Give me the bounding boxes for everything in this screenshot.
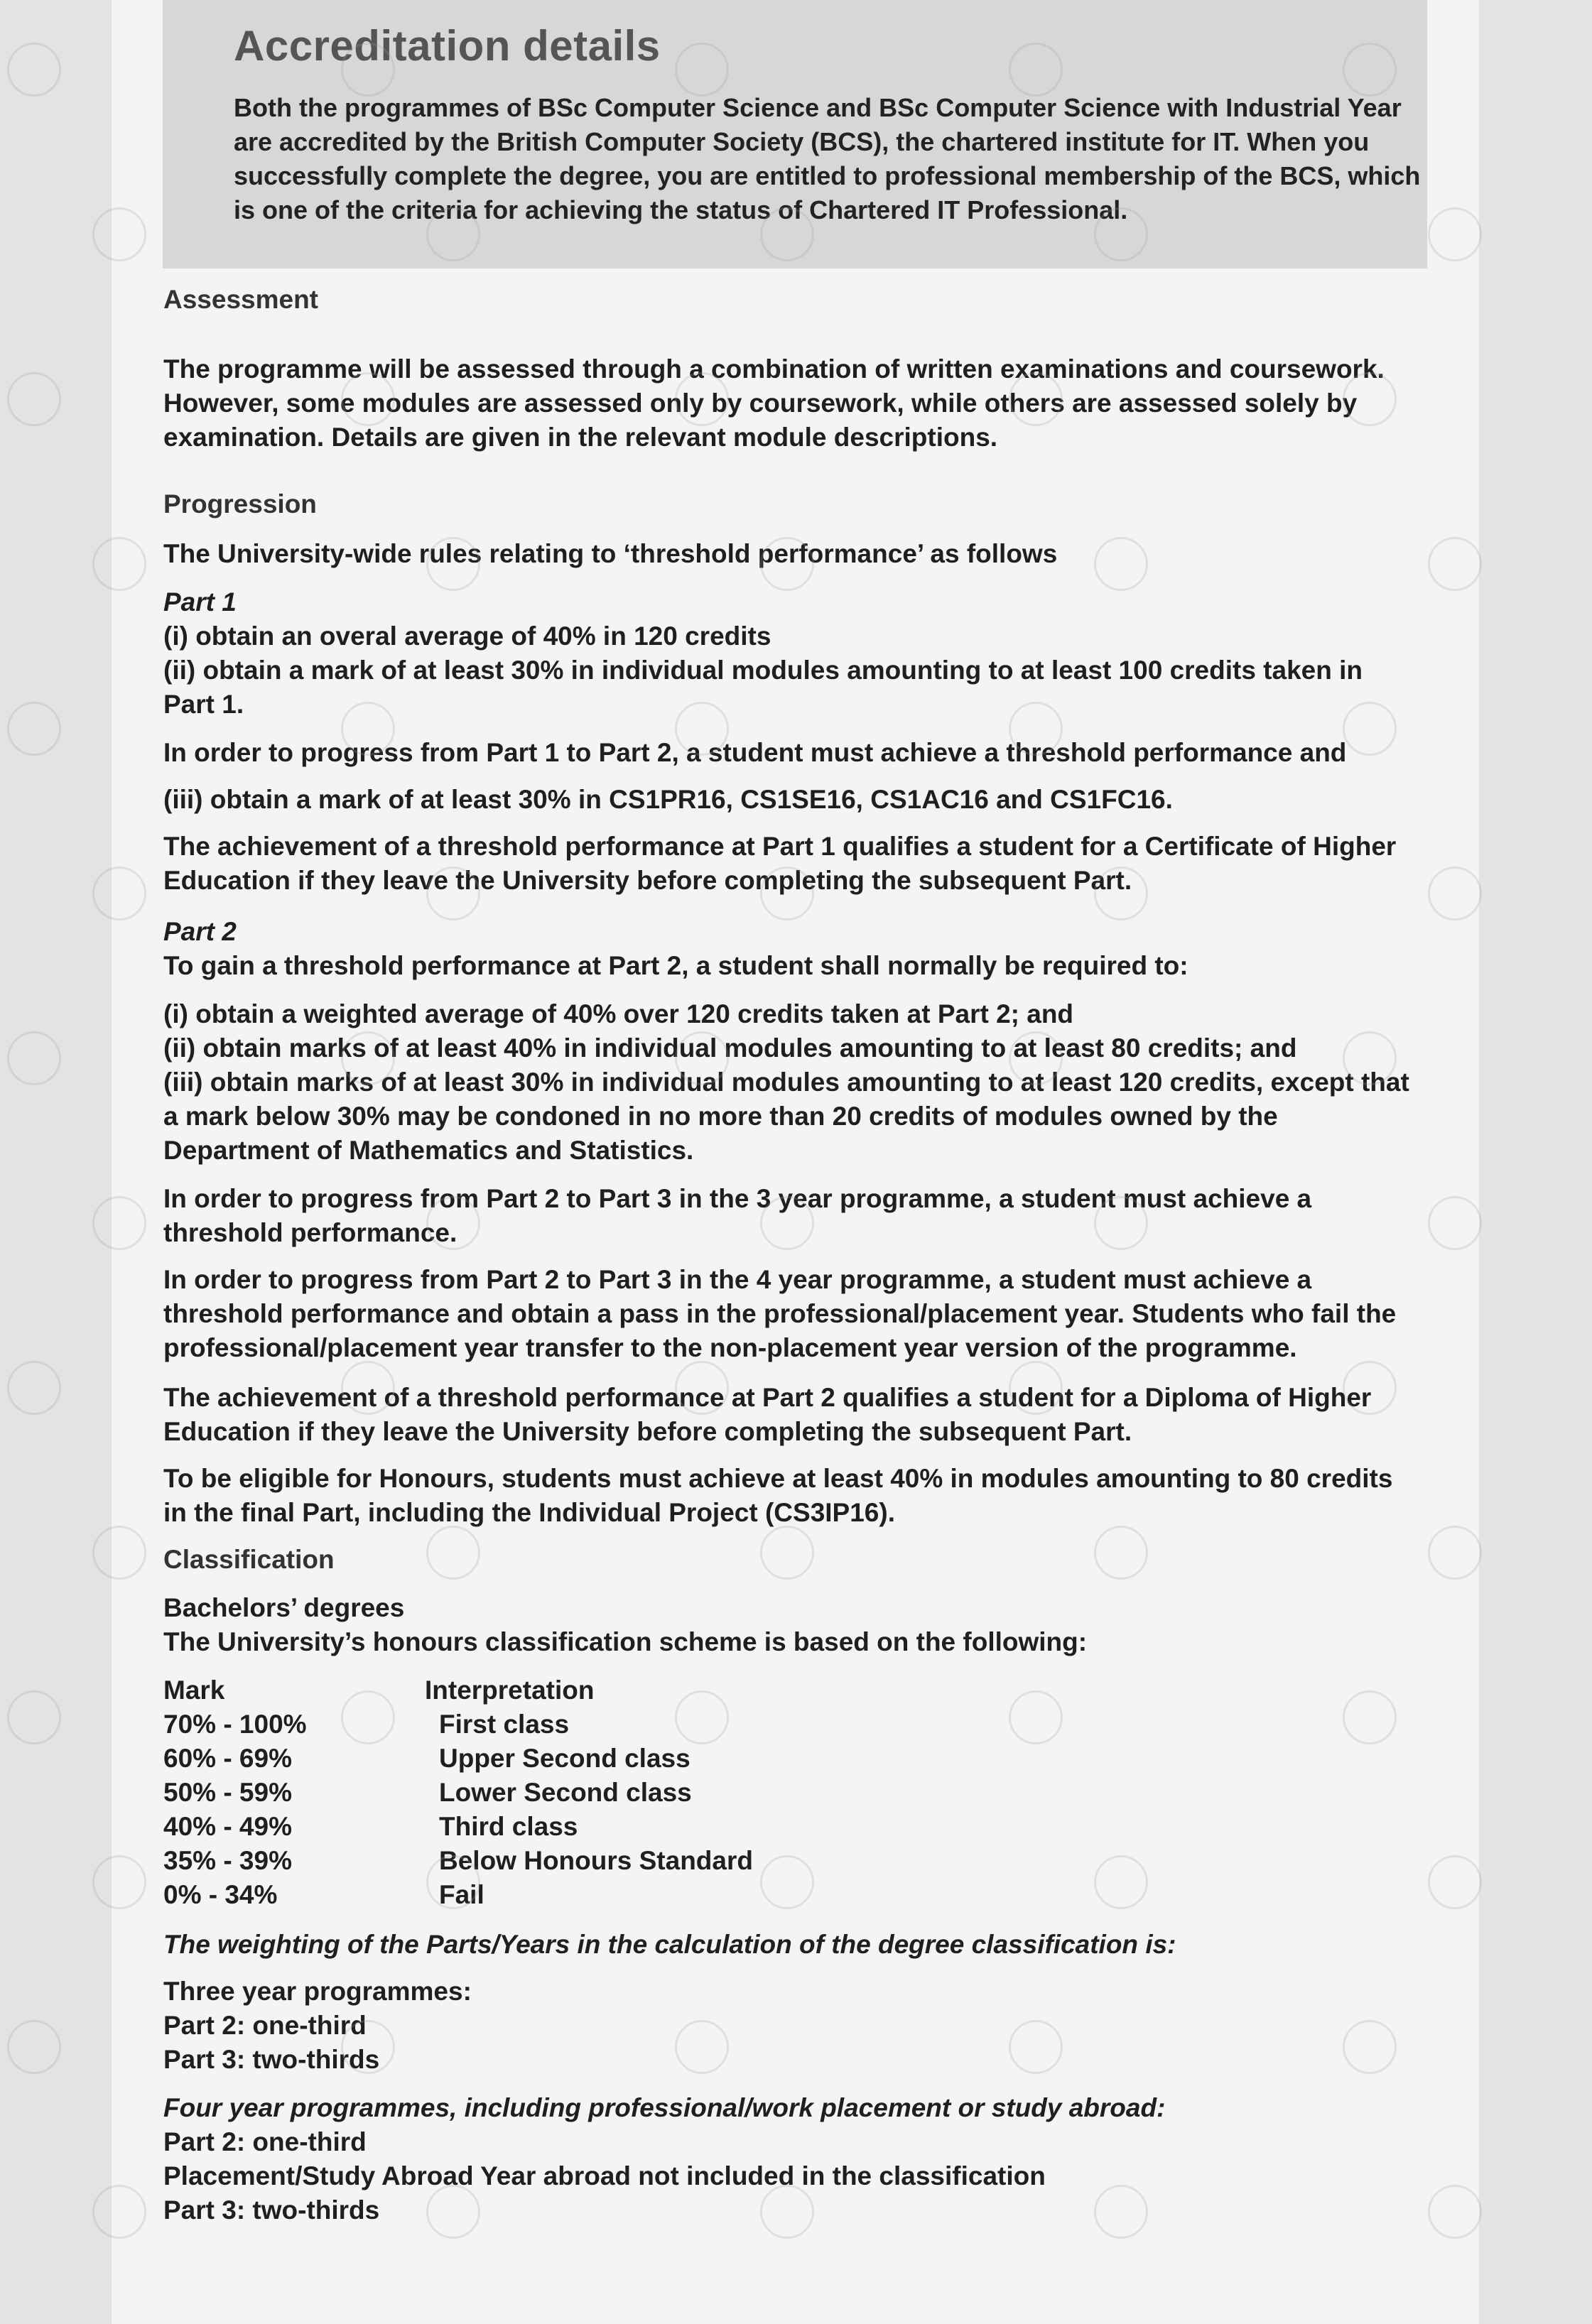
progression-heading: Progression [163,489,317,518]
assessment-text: The programme will be assessed through a combination of written examinations and coursework. However, some modules are assessed only by coursework, while others are assessed solely by examination. Details are given in the relevant module descriptions. [163,354,1385,452]
three-year-part2: Part 2: one-third [163,2011,367,2040]
three-year-part3: Part 3: two-thirds [163,2045,380,2074]
watermark-logo [7,1361,61,1415]
classification-heading: Classification [163,1545,335,1574]
part2-three-year-text: In order to progress from Part 2 to Part 3 in the 3 year programme, a student must achieve a threshold performance. [163,1184,1312,1247]
document-page [112,0,1479,2324]
part2-rule-iii: (iii) obtain marks of at least 30% in individual modules amounting to at least 120 credits, except that a mark below 30% may be condoned in no more than 20 credits of modules owned by the Department of Mathematics and Statistics. [163,1068,1409,1165]
watermark-logo [7,1690,61,1744]
table-row-interpretation: Fail [439,1880,484,1909]
three-year-label: Three year programmes: [163,1977,472,2006]
part2-intro: To gain a threshold performance at Part 2, a student shall normally be required to: [163,951,1188,980]
watermark-logo [7,372,61,426]
accreditation-text: Both the programmes of BSc Computer Science and BSc Computer Science with Industrial Year are accredited by the British Computer Society (BCS), the chartered institute for IT. When you successfully complete the degree, you are entitled to professional membership of the BCS, which is one of the criteria for achieving the status of Chartered IT Professional. [234,93,1421,224]
honours-text: To be eligible for Honours, students must achieve at least 40% in modules amounting to 80 credits in the final Part, including the Individual Project (CS3IP16). [163,1464,1393,1527]
four-year-part3: Part 3: two-thirds [163,2195,380,2225]
part1-rule-iii: (iii) obtain a mark of at least 30% in CS1PR16, CS1SE16, CS1AC16 and CS1FC16. [163,785,1173,814]
watermark-logo [7,43,61,97]
part2-four-year-text: In order to progress from Part 2 to Part 3 in the 4 year programme, a student must achieve a threshold performance and obtain a pass in the professional/placement year. Students who fail the professional/placement year transfer to the non-placement year version of the programme. [163,1265,1397,1362]
four-year-label: Four year programmes, including professional/work placement or study abroad: [163,2093,1166,2122]
four-year-placement: Placement/Study Abroad Year abroad not included in the classification [163,2161,1046,2190]
table-row-interpretation: Lower Second class [439,1778,692,1807]
assessment-heading: Assessment [163,285,319,314]
column-header-mark: Mark [163,1676,225,1705]
part1-certificate-text: The achievement of a threshold performance at Part 1 qualifies a student for a Certificate of Higher Education if they leave the University before completing the subsequent Part. [163,832,1397,895]
table-row-mark: 60% - 69% [163,1744,292,1773]
part1-progress-text: In order to progress from Part 1 to Part 2, a student must achieve a threshold performance and [163,738,1347,767]
watermark-logo [7,1031,61,1085]
classification-intro: The University’s honours classification scheme is based on the following: [163,1627,1088,1656]
table-row-mark: 40% - 49% [163,1812,292,1841]
bachelors-heading: Bachelors’ degrees [163,1593,405,1622]
accreditation-title: Accreditation details [234,22,661,70]
part2-rule-i: (i) obtain a weighted average of 40% over 120 credits taken at Part 2; and [163,999,1074,1028]
weighting-intro: The weighting of the Parts/Years in the calculation of the degree classification is: [163,1930,1176,1959]
table-row-mark: 35% - 39% [163,1846,292,1875]
column-header-interpretation: Interpretation [425,1676,595,1705]
watermark-logo [7,2020,61,2074]
part1-rule-ii: (ii) obtain a mark of at least 30% in individual modules amounting to at least 100 credits taken in Part 1. [163,656,1363,719]
table-row-interpretation: Upper Second class [439,1744,691,1773]
table-row-mark: 0% - 34% [163,1880,278,1909]
table-row-mark: 50% - 59% [163,1778,292,1807]
progression-intro: The University-wide rules relating to ‘threshold performance’ as follows [163,539,1058,568]
part2-label: Part 2 [163,917,237,946]
part1-label: Part 1 [163,587,237,617]
table-row-interpretation: Third class [439,1812,578,1841]
part2-diploma-text: The achievement of a threshold performance at Part 2 qualifies a student for a Diploma of Higher Education if they leave the University before completing the subsequent Part. [163,1383,1372,1446]
table-row-mark: 70% - 100% [163,1710,307,1739]
four-year-part2: Part 2: one-third [163,2127,367,2156]
accreditation-banner [163,0,1427,268]
part2-rule-ii: (ii) obtain marks of at least 40% in individual modules amounting to at least 80 credits; and [163,1033,1297,1063]
watermark-logo [7,702,61,756]
table-row-interpretation: Below Honours Standard [439,1846,753,1875]
table-row-interpretation: First class [439,1710,570,1739]
part1-rule-i: (i) obtain an overal average of 40% in 120 credits [163,621,771,651]
